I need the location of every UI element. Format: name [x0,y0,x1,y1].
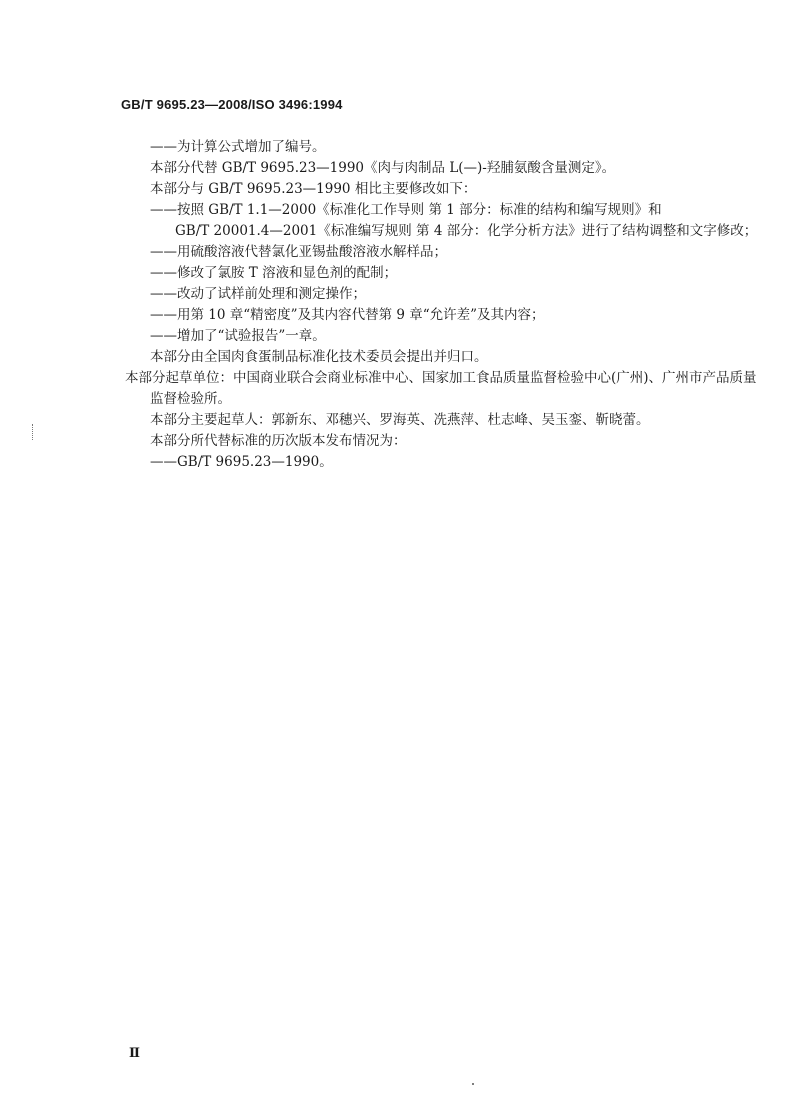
paragraph-proposed-by: 本部分由全国肉食蛋制品标准化技术委员会提出并归口。 [150,349,488,365]
list-item-hydrolysis: ——用硫酸溶液代替氯化亚锡盐酸溶液水解样品； [150,244,447,260]
list-item-previous-edition: ——GB/T 9695.23—1990。 [150,454,333,470]
paragraph-changes-intro: 本部分与 GB/T 9695.23—1990 相比主要修改如下： [150,181,477,197]
list-item-structure: ——按照 GB/T 1.1—2000《标准化工作导则 第 1 部分：标准的结构和编写规则》和 [150,202,662,218]
list-item-test-report: ——增加了“试验报告”一章。 [150,328,326,344]
paragraph-history-intro: 本部分所代替标准的历次版本发布情况为： [150,433,407,449]
paragraph-replaces: 本部分代替 GB/T 9695.23—1990《肉与肉制品 L(—)-羟脯氨酸含量测定》。 [150,160,616,176]
paragraph-drafters: 本部分主要起草人：郭新东、邓穗兴、罗海英、冼燕萍、杜志峰、吴玉銮、靳晓蕾。 [150,412,650,428]
standard-header: GB/T 9695.23—2008/ISO 3496:1994 [121,97,343,112]
page-number: Ⅱ [129,1046,140,1061]
list-item-chloramine: ——修改了氯胺 T 溶液和显色剂的配制； [150,265,398,281]
margin-mark [32,424,35,440]
foreword-body [125,137,770,473]
scan-speck [472,1083,474,1085]
list-item-structure-continued: GB/T 20001.4—2001《标准编写规则 第 4 部分：化学分析方法》进行了结构调整和文字修改； [175,223,758,239]
paragraph-formula-numbering: ——为计算公式增加了编号。 [150,139,326,155]
paragraph-drafting-units: 本部分起草单位：中国商业联合会商业标准中心、国家加工食品质量监督检验中心(广州)、广州市产品质量监督检验所。 [125,370,757,407]
list-item-precision: ——用第 10 章“精密度”及其内容代替第 9 章“允许差”及其内容； [150,307,545,323]
list-item-pretreatment: ——改动了试样前处理和测定操作； [150,286,366,302]
